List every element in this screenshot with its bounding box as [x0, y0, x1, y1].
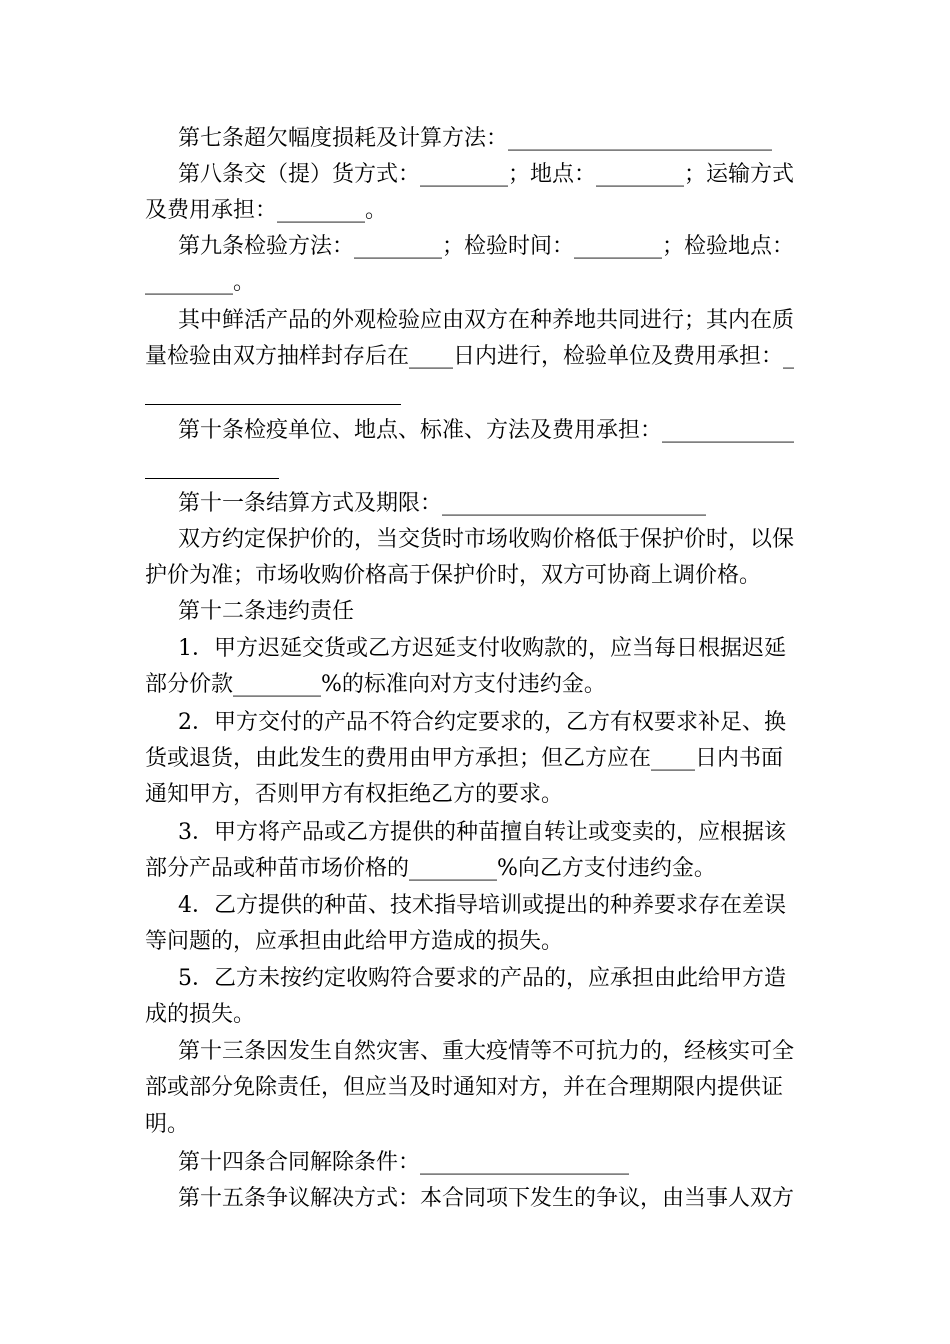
text-line: 其中鲜活产品的外观检验应由双方在种养地共同进行；其内在质: [178, 308, 795, 333]
text-line: 成的损失。: [145, 1002, 256, 1027]
text-line: 第十一条结算方式及期限：________________________: [178, 491, 707, 516]
text-line: 双方约定保护价的，当交货时市场收购价格低于保护价时，以保: [178, 527, 795, 552]
text-line: 2．甲方交付的产品不符合约定要求的，乙方有权要求补足、换: [178, 710, 786, 735]
text-line: 部分产品或种苗市场价格的________%向乙方支付违约金。: [145, 856, 716, 881]
text-line: 明。: [145, 1112, 190, 1137]
text-line: 第七条超欠幅度损耗及计算方法：________________________: [178, 126, 773, 151]
text-line: 部或部分免除责任，但应当及时通知对方，并在合理期限内提供证: [145, 1075, 784, 1100]
text-line: 1．甲方迟延交货或乙方迟延支付收购款的，应当每日根据迟延: [178, 636, 786, 661]
blank-underline: [145, 478, 279, 479]
text-line: 护价为准；市场收购价格高于保护价时，双方可协商上调价格。: [145, 563, 762, 588]
text-line: 5．乙方未按约定收购符合要求的产品的，应承担由此给甲方造: [178, 966, 786, 991]
section-heading: 第十二条违约责任: [178, 599, 355, 624]
text-line: 第十条检疫单位、地点、标准、方法及费用承担：____________: [178, 418, 795, 443]
text-line: 第九条检验方法：________；检验时间：________；检验地点：: [178, 234, 795, 259]
text-line: 3．甲方将产品或乙方提供的种苗擅自转让或变卖的，应根据该: [178, 820, 786, 845]
text-line: 第十四条合同解除条件：___________________: [178, 1150, 630, 1175]
text-line: 通知甲方，否则甲方有权拒绝乙方的要求。: [145, 782, 564, 807]
text-line: 第十五条争议解决方式：本合同项下发生的争议，由当事人双方: [178, 1186, 795, 1211]
text-line: 第八条交（提）货方式：________；地点：________；运输方式: [178, 162, 795, 187]
text-line: 第十三条因发生自然灾害、重大疫情等不可抗力的，经核实可全: [178, 1039, 795, 1064]
text-line: 等问题的，应承担由此给甲方造成的损失。: [145, 929, 564, 954]
text-line: 部分价款________%的标准向对方支付违约金。: [145, 672, 606, 697]
text-line: 货或退货，由此发生的费用由甲方承担；但乙方应在____日内书面: [145, 746, 784, 771]
text-line: ________。: [145, 270, 256, 295]
text-line: 及费用承担：________。: [145, 198, 388, 223]
blank-underline: [145, 404, 401, 405]
text-line: 4．乙方提供的种苗、技术指导培训或提出的种养要求存在差误: [178, 893, 786, 918]
text-line: 量检验由双方抽样封存后在____日内进行，检验单位及费用承担：_: [145, 344, 795, 369]
